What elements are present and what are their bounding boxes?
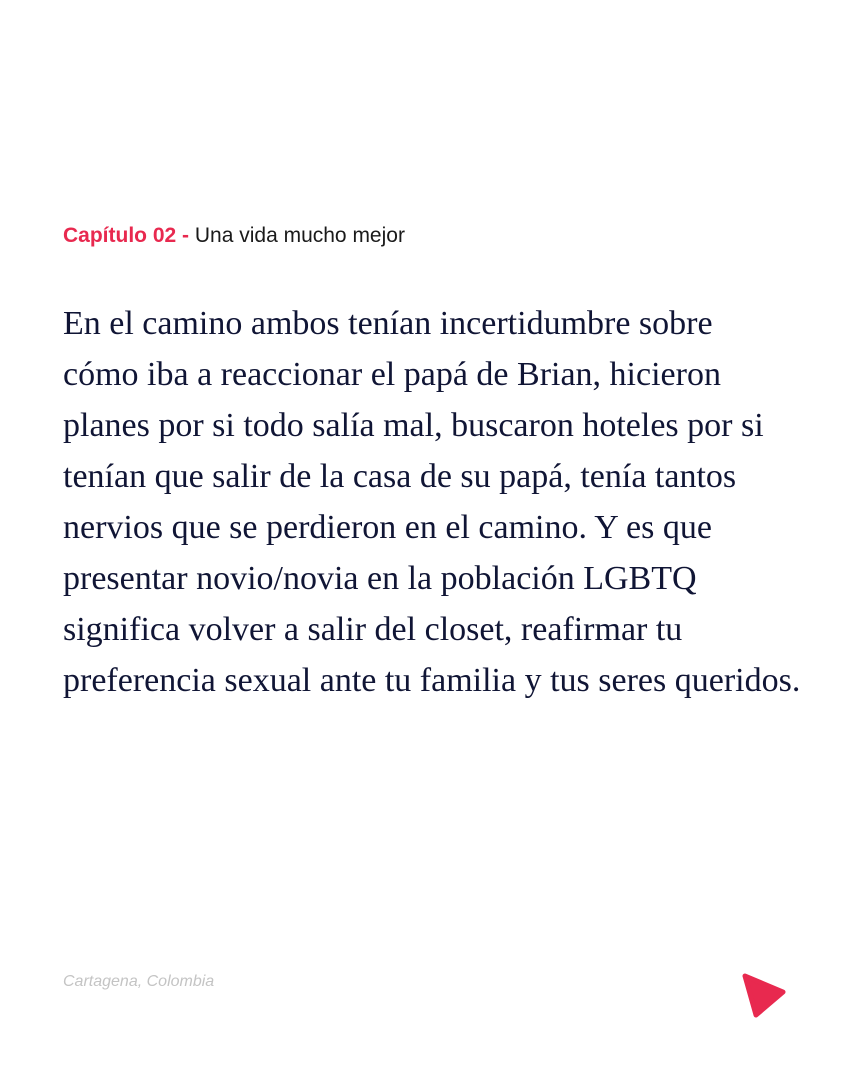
location-caption: Cartagena, Colombia: [63, 973, 215, 990]
paragraph-line: cómo iba a reaccionar el papá de Brian, hicieron: [63, 356, 721, 393]
chapter-number: Capítulo 02 -: [63, 224, 190, 247]
play-triangle-icon: [740, 973, 786, 1019]
next-page-button[interactable]: [740, 973, 786, 1019]
paragraph-line: nervios que se perdieron en el camino. Y es que: [63, 509, 712, 546]
chapter-title: Una vida mucho mejor: [194, 224, 405, 247]
paragraph-line: preferencia sexual ante tu familia y tus seres queridos.: [63, 662, 801, 699]
paragraph-line: En el camino ambos tenían incertidumbre sobre: [63, 305, 713, 342]
paragraph-line: planes por si todo salía mal, buscaron hoteles por si: [63, 407, 764, 444]
paragraph-line: presentar novio/novia en la población LGBTQ: [63, 560, 697, 597]
chapter-heading: [63, 224, 405, 248]
paragraph-line: significa volver a salir del closet, reafirmar tu: [63, 611, 683, 648]
paragraph-line: tenían que salir de la casa de su papá, tenía tantos: [63, 458, 737, 495]
story-paragraph: [63, 298, 823, 706]
